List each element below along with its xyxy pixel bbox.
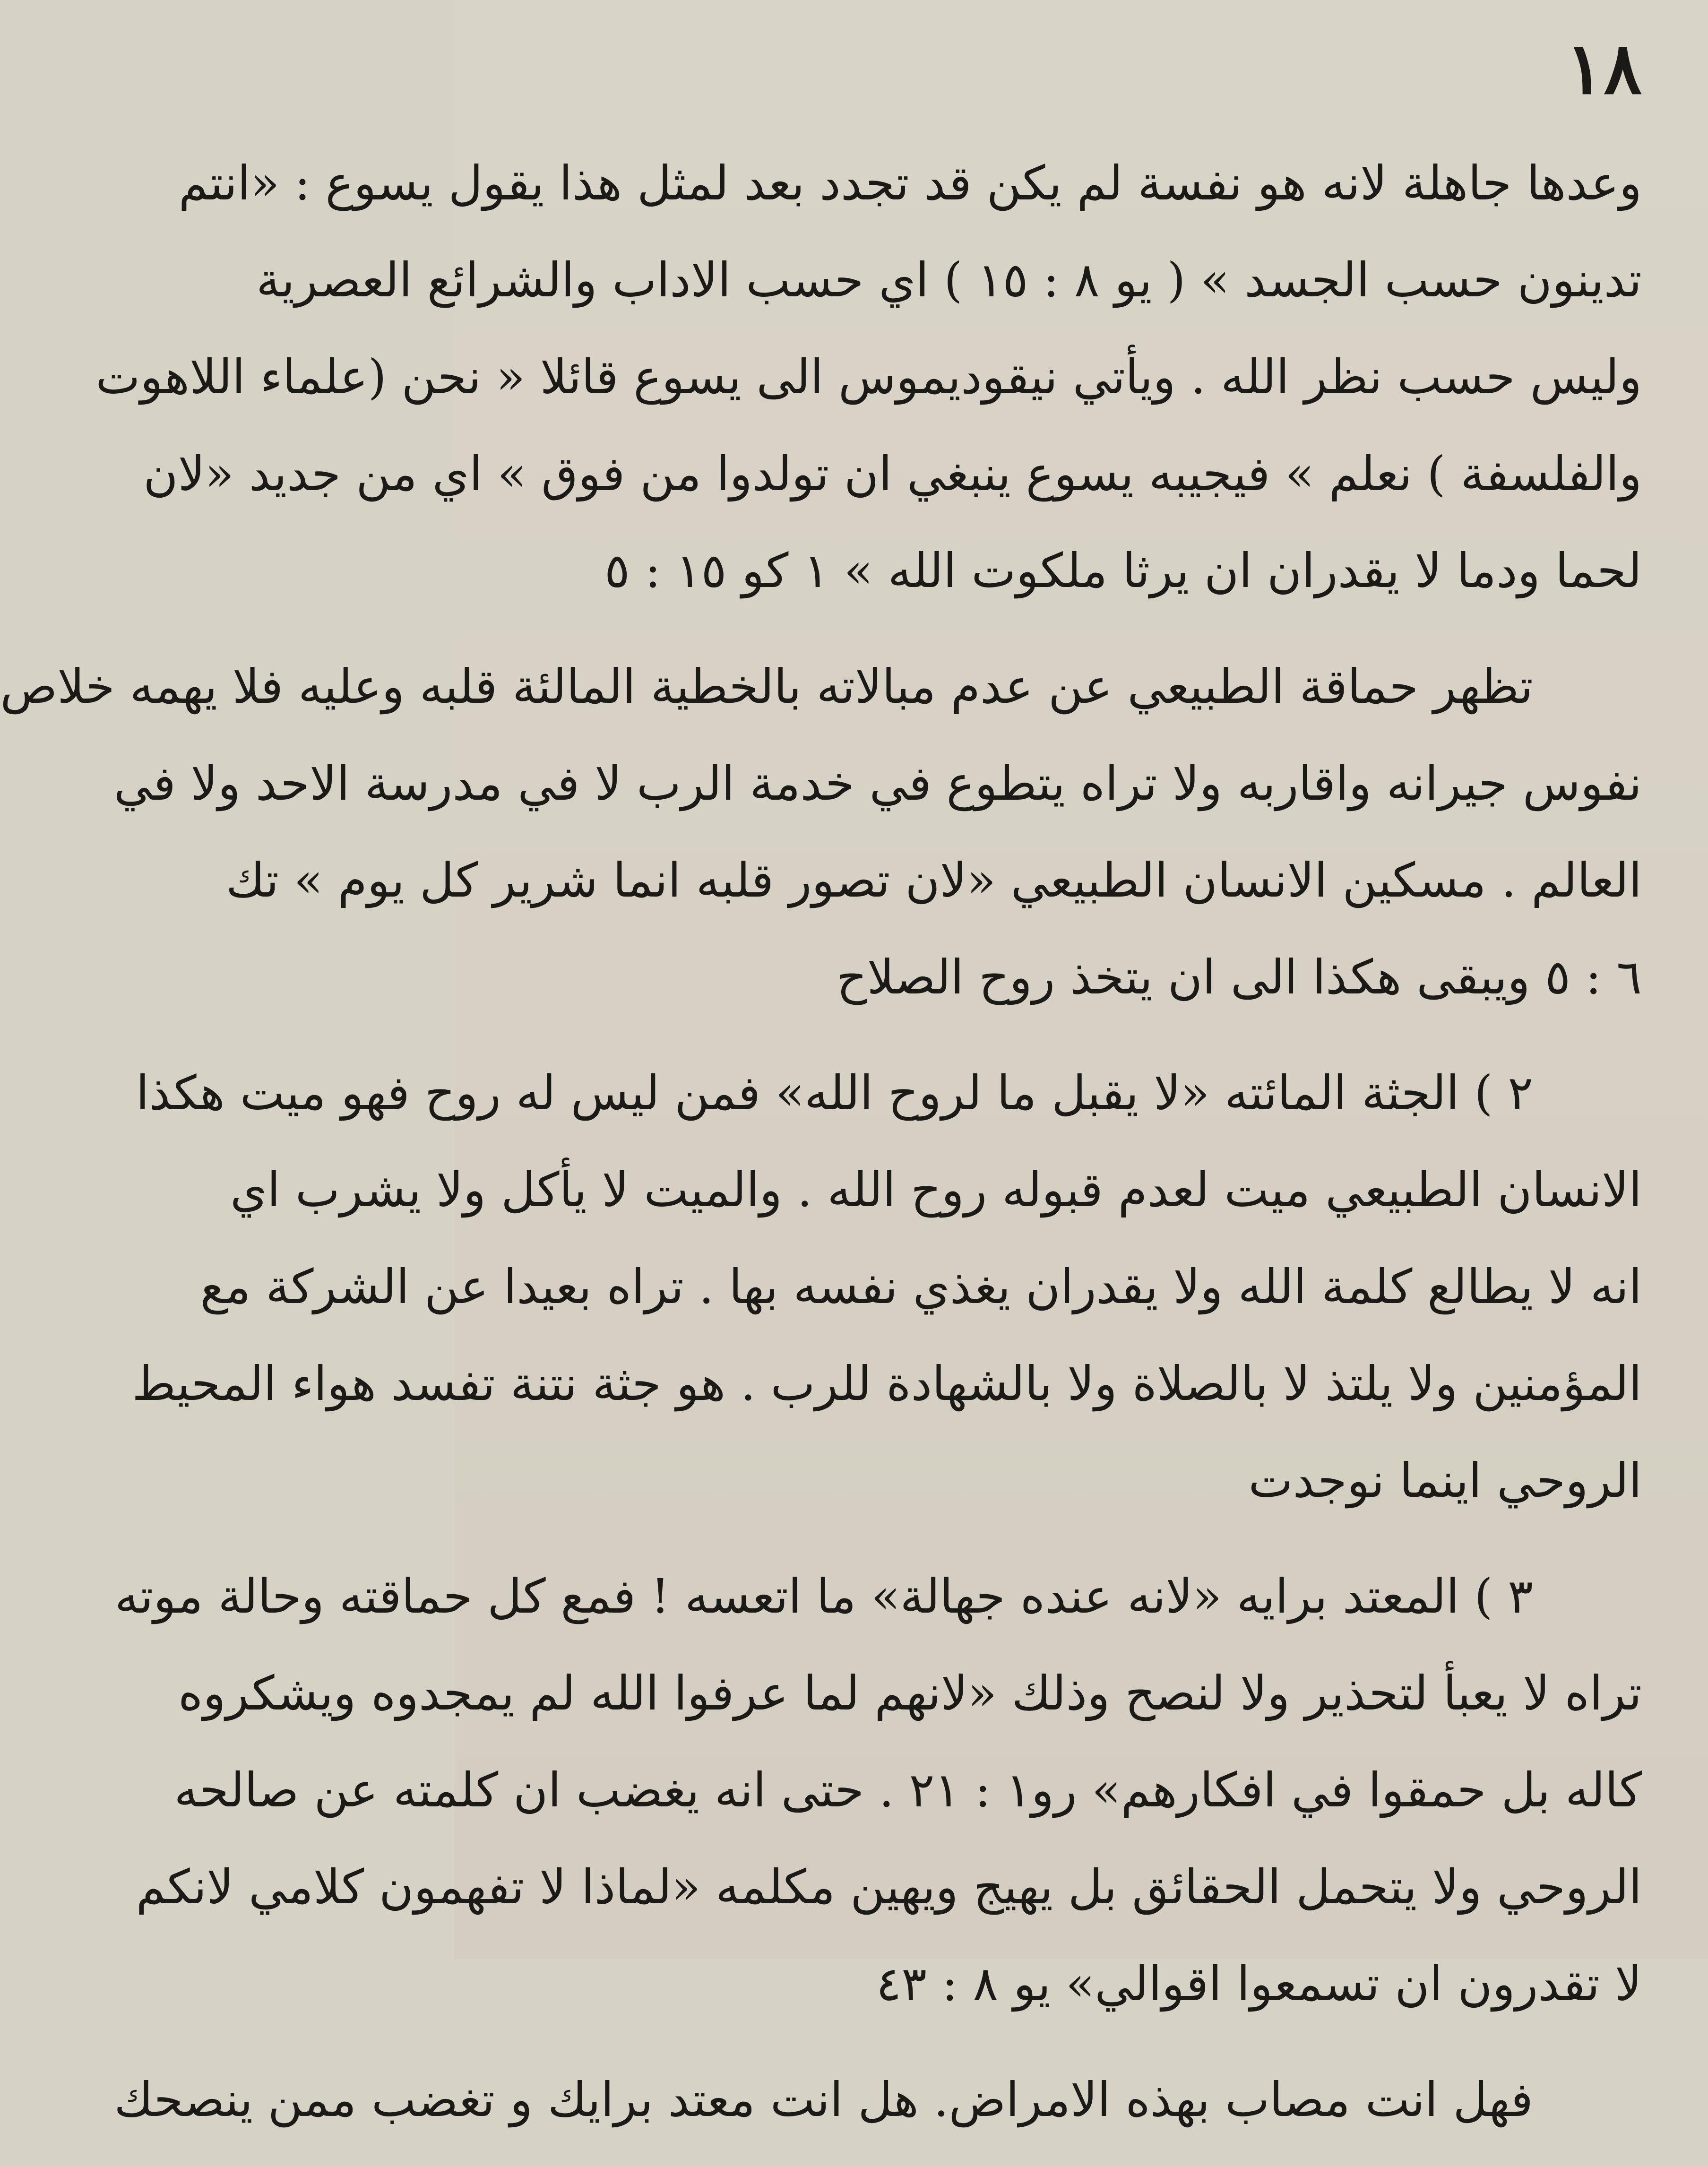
text-line: الروحي اينما نوجدت — [1248, 1453, 1642, 1508]
text-line: كاله بل حمقوا في افكارهم» رو١ : ٢١ . حتى انه يغضب ان كلمته عن صالحه — [174, 1762, 1642, 1818]
text-line: وعدها جاهلة لانه هو نفسة لم يكن قد تجدد بعد لمثل هذا يقول يسوع : «انتم — [178, 155, 1642, 211]
text-line: الروحي ولا يتحمل الحقائق بل يهيج ويهين مكلمه «لماذا لا تفهمون كلامي لانكم — [136, 1859, 1642, 1915]
text-line: وليس حسب نظر الله . ويأتي نيقوديموس الى يسوع قائلا « نحن (علماء اللاهوت — [95, 349, 1642, 405]
text-line: نفوس جيرانه واقاربه ولا تراه يتطوع في خدمة الرب لا في مدرسة الاحد ولا في — [113, 756, 1642, 811]
text-line: لحما ودما لا يقدران ان يرثا ملكوت الله » ١ كو ١٥ : ٥ — [604, 543, 1642, 598]
text-line: ٦ : ٥ ويبقى هكذا الى ان يتخذ روح الصلاح — [837, 950, 1642, 1005]
text-line: ٣ ) المعتد برايه «لانه عنده جهالة» ما اتعسه ! فمع كل حماقته وحالة موته — [114, 1569, 1533, 1624]
paragraph-4 — [114, 1548, 1642, 2032]
text-line: تراه لا يعبأ لتحذير ولا لنصح وذلك «لانهم لما عرفوا الله لم يمجدوه ويشكروه — [178, 1666, 1642, 1721]
text-line: انه لا يطالع كلمة الله ولا يقدران يغذي نفسه بها . تراه بعيدا عن الشركة مع — [200, 1259, 1642, 1314]
text-line: تدينون حسب الجسد » ( يو ٨ : ١٥ ) اي حسب الاداب والشرائع العصرية — [256, 252, 1642, 308]
body-text — [0, 135, 1642, 2167]
text-line: فهل انت مصاب بهذه الامراض. هل انت معتد برايك و تغضب ممن ينصحك — [114, 2072, 1533, 2127]
text-line: تظهر حماقة الطبيعي عن عدم مبالاته بالخطية المالئة قلبه وعليه فلا يهمه خلاص — [0, 659, 1533, 714]
paragraph-5 — [114, 2051, 1642, 2148]
page-number: ١٨ — [1565, 27, 1642, 110]
paragraph-3 — [132, 1045, 1642, 1529]
text-line: العالم . مسكين الانسان الطبيعي «لان تصور قلبه انما شرير كل يوم » تك — [225, 853, 1642, 908]
text-line: المؤمنين ولا يلتذ لا بالصلاة ولا بالشهادة للرب . هو جثة نتنة تفسد هواء المحيط — [132, 1356, 1642, 1411]
text-line: الانسان الطبيعي ميت لعدم قبوله روح الله . والميت لا يأكل ولا يشرب اي — [230, 1162, 1642, 1217]
text-line: ٢ ) الجثة المائته «لا يقبل ما لروح الله» فمن ليس له روح فهو ميت هكذا — [136, 1065, 1533, 1121]
paragraph-1 — [95, 135, 1642, 619]
text-line: والفلسفة ) نعلم » فيجيبه يسوع ينبغي ان تولدوا من فوق » اي من جديد «لان — [143, 446, 1642, 501]
text-line: لا تقدرون ان تسمعوا اقوالي» يو ٨ : ٤٣ — [876, 1956, 1642, 2012]
paragraph-2 — [0, 638, 1642, 1026]
